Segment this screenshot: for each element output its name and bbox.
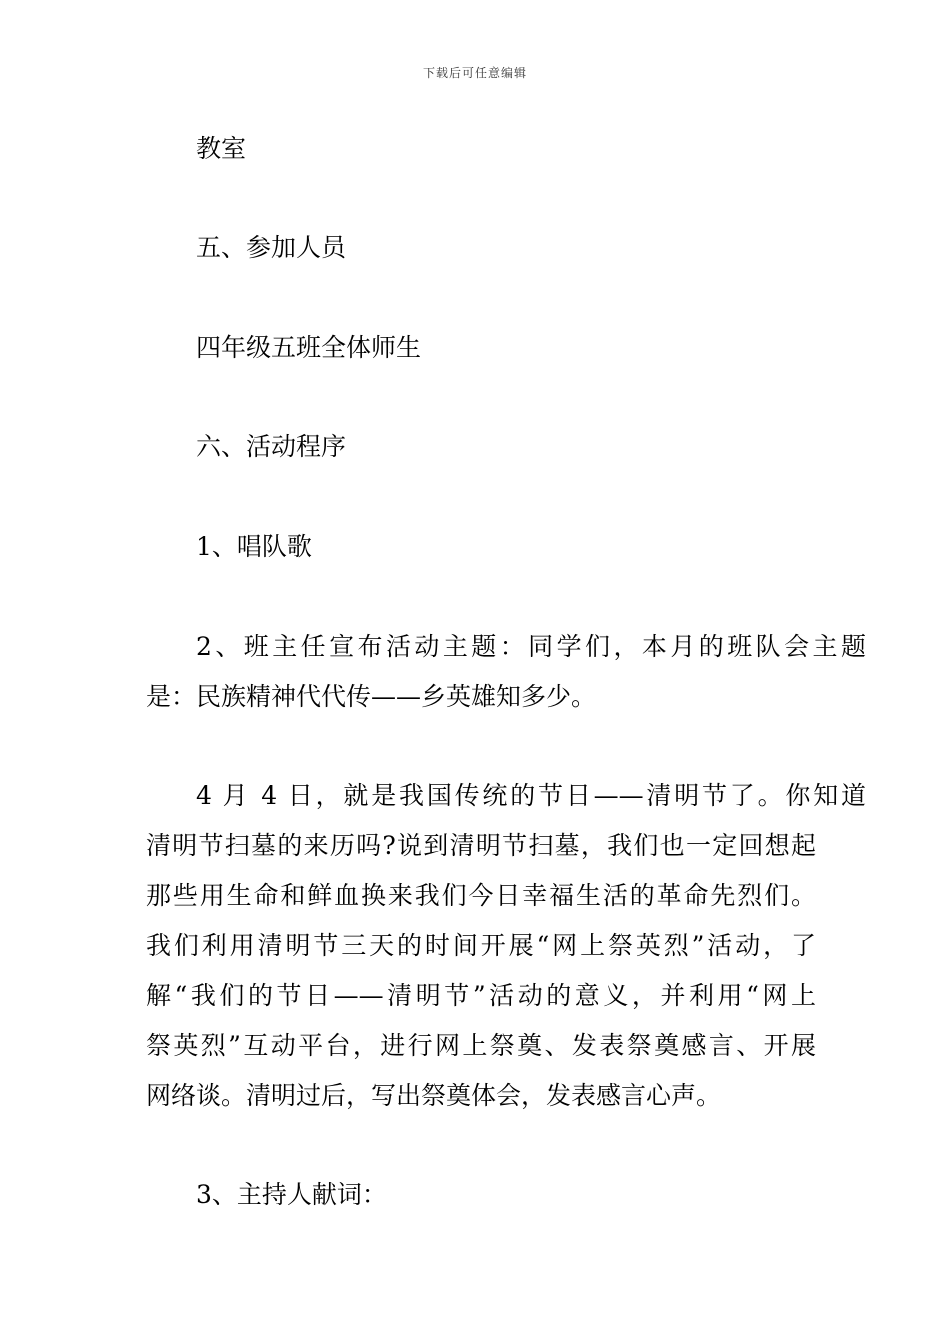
page-header: 下载后可任意编辑 — [422, 66, 527, 80]
paragraph-qingming-line-6: 祭英烈”互动平台，进行网上祭奠、发表祭奠感言、开展 — [146, 1031, 816, 1060]
section-heading-participants: 五、参加人员 — [196, 233, 347, 262]
paragraph-qingming-line-5: 解“我们的节日——清明节”活动的意义，并利用“网上 — [146, 981, 816, 1010]
paragraph-qingming-line-2: 清明节扫墓的来历吗?说到清明节扫墓，我们也一定回想起 — [146, 831, 816, 860]
program-item-2-line-2: 是：民族精神代代传——乡英雄知多少。 — [146, 682, 597, 711]
paragraph-qingming-line-4: 我们利用清明节三天的时间开展“网上祭英烈”活动，了 — [146, 931, 816, 960]
paragraph-participants: 四年级五班全体师生 — [196, 333, 422, 362]
paragraph-qingming-line-7: 网络谈。清明过后，写出祭奠体会，发表感言心声。 — [146, 1081, 722, 1110]
paragraph-venue: 教室 — [196, 134, 247, 163]
program-item-3: 3、主持人献词： — [196, 1180, 387, 1209]
program-item-1: 1、唱队歌 — [196, 532, 312, 561]
program-item-2-line-1: 2、班主任宣布活动主题：同学们，本月的班队会主题 — [196, 632, 866, 661]
section-heading-program: 六、活动程序 — [196, 432, 347, 461]
paragraph-qingming-line-3: 那些用生命和鲜血换来我们今日幸福生活的革命先烈们。 — [146, 881, 816, 910]
paragraph-qingming-line-1: 4 月 4 日，就是我国传统的节日——清明节了。你知道 — [196, 781, 866, 810]
